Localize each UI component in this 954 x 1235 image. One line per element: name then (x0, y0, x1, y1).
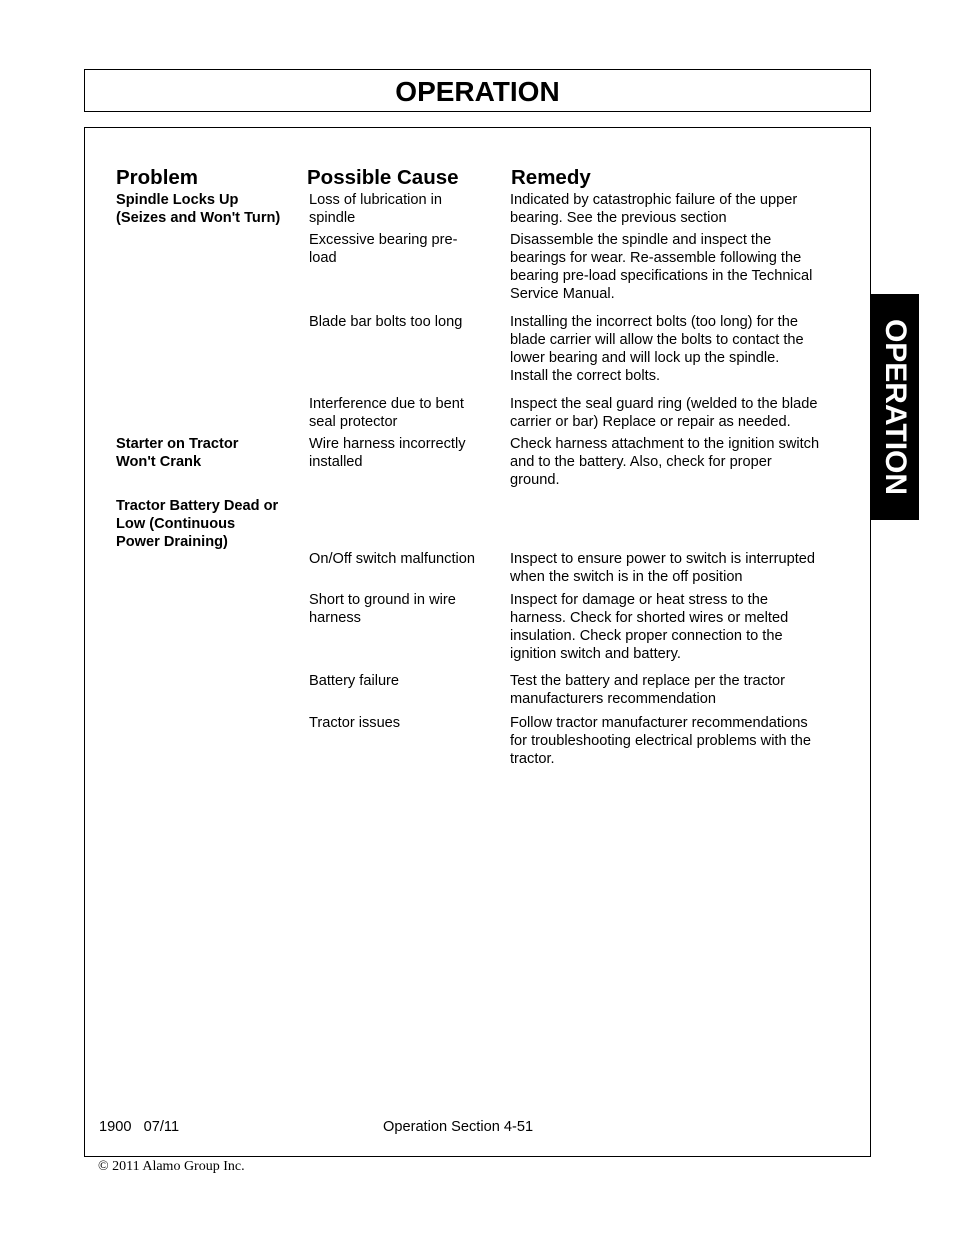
column-header-remedy: Remedy (511, 166, 591, 189)
copyright: © 2011 Alamo Group Inc. (98, 1159, 245, 1174)
remedy-cell: Disassemble the spindle and inspect the bearings for wear. Re-assemble following the bearing pre-load specifications in the Technical Service Manual. (510, 232, 813, 302)
cause-cell: Short to ground in wire harness (309, 592, 456, 626)
problem-cell: Spindle Locks Up (Seizes and Won't Turn) (116, 192, 281, 226)
page-title: OPERATION (395, 76, 560, 107)
remedy-cell: Test the battery and replace per the tractor manufacturers recommendation (510, 673, 786, 707)
remedy-cell: Inspect to ensure power to switch is interrupted when the switch is in the off position (510, 551, 816, 585)
column-header-cause: Possible Cause (307, 166, 459, 189)
header-box (84, 69, 871, 112)
footer-doc-id: 1900 07/11 (99, 1119, 180, 1135)
cause-cell: Interference due to bent seal protector (309, 396, 464, 430)
problem-cell: Tractor Battery Dead or Low (Continuous Power Draining) (116, 498, 279, 550)
cause-cell: Wire harness incorrectly installed (309, 436, 466, 470)
remedy-cell: Inspect for damage or heat stress to the harness. Check for shorted wires or melted insulation. Check proper connection to the ignition switch and battery. (510, 592, 789, 662)
cause-cell: Loss of lubrication in spindle (309, 192, 443, 226)
remedy-cell: Installing the incorrect bolts (too long) for the blade carrier will allow the bolts to contact the lower bearing and will lock up the spindle. Install the correct bolts. (510, 314, 804, 384)
cause-cell: Blade bar bolts too long (309, 314, 463, 330)
remedy-cell: Indicated by catastrophic failure of the upper bearing. See the previous section (510, 192, 798, 226)
section-side-tab (870, 294, 919, 520)
footer-section: Operation Section 4-51 (383, 1119, 534, 1135)
remedy-cell: Inspect the seal guard ring (welded to the blade carrier or bar) Replace or repair as needed. (510, 396, 818, 430)
remedy-cell: Check harness attachment to the ignition switch and to the battery. Also, check for proper ground. (510, 436, 820, 488)
problem-cell: Starter on Tractor Won't Crank (116, 436, 239, 470)
cause-cell: Tractor issues (309, 715, 401, 731)
cause-cell: Battery failure (309, 673, 400, 689)
side-tab-label: OPERATION (878, 318, 912, 496)
cause-cell: Excessive bearing pre- load (309, 232, 458, 266)
cause-cell: On/Off switch malfunction (309, 551, 476, 567)
remedy-cell: Follow tractor manufacturer recommendations for troubleshooting electrical problems with the tractor. (510, 715, 811, 767)
column-header-problem: Problem (116, 166, 199, 189)
